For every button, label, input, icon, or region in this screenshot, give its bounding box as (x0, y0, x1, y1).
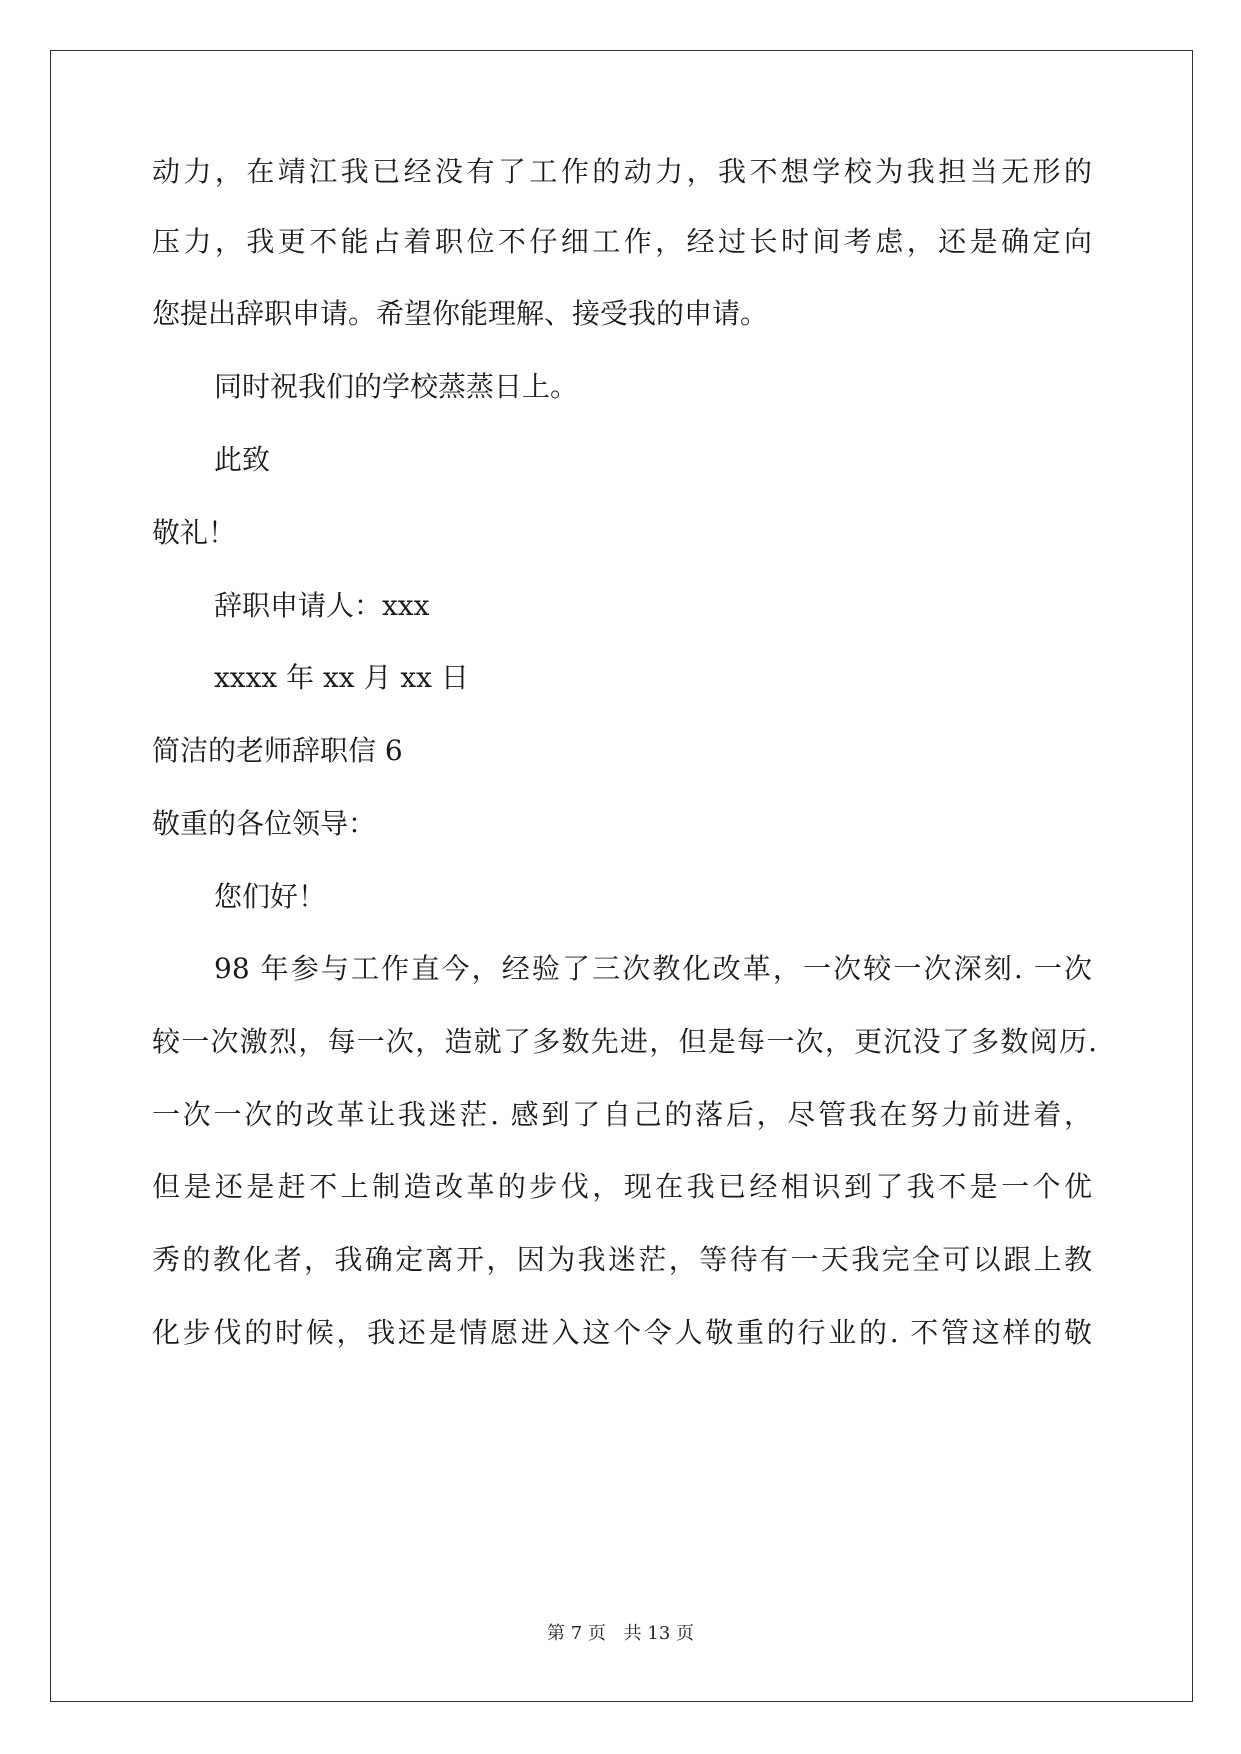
text-line: 压力，我更不能占着职位不仔细工作，经过长时间考虑，还是确定向 (152, 225, 1092, 258)
text-line: 同时祝我们的学校蒸蒸日上。 (214, 370, 579, 403)
text-line: 动力，在靖江我已经没有了工作的动力，我不想学校为我担当无形的 (152, 155, 1092, 188)
text-line: 秀的教化者，我确定离开，因为我迷茫，等待有一天我完全可以跟上教 (152, 1243, 1092, 1276)
greeting: 您们好！ (214, 880, 327, 913)
page-number: 第 7 页 (547, 1623, 606, 1644)
text-line: 较一次激烈，每一次，造就了多数先进，但是每一次，更沉没了多数阅历. (152, 1025, 1097, 1058)
text-line: 化步伐的时候，我还是情愿进入这个令人敬重的行业的. 不管这样的敬 (152, 1316, 1092, 1349)
text-line: 您提出辞职申请。希望你能理解、接受我的申请。 (152, 297, 769, 330)
section-heading: 简洁的老师辞职信 6 (152, 734, 403, 767)
text-line: 但是还是赶不上制造改革的步伐，现在我已经相识到了我不是一个优 (152, 1170, 1092, 1203)
page-total: 共 13 页 (623, 1623, 694, 1644)
text-line: xxxx 年 xx 月 xx 日 (214, 661, 469, 694)
salutation: 敬重的各位领导： (152, 807, 377, 840)
text-line: 一次一次的改革让我迷茫. 感到了自己的落后，尽管我在努力前进着， (152, 1098, 1092, 1131)
text-line: 辞职申请人：xxx (214, 589, 430, 622)
text-line: 此致 (214, 443, 271, 476)
text-line: 98 年参与工作直今，经验了三次教化改革，一次较一次深刻. 一次 (214, 952, 1092, 985)
page-footer (0, 1622, 1241, 1646)
text-line: 敬礼！ (152, 516, 237, 549)
